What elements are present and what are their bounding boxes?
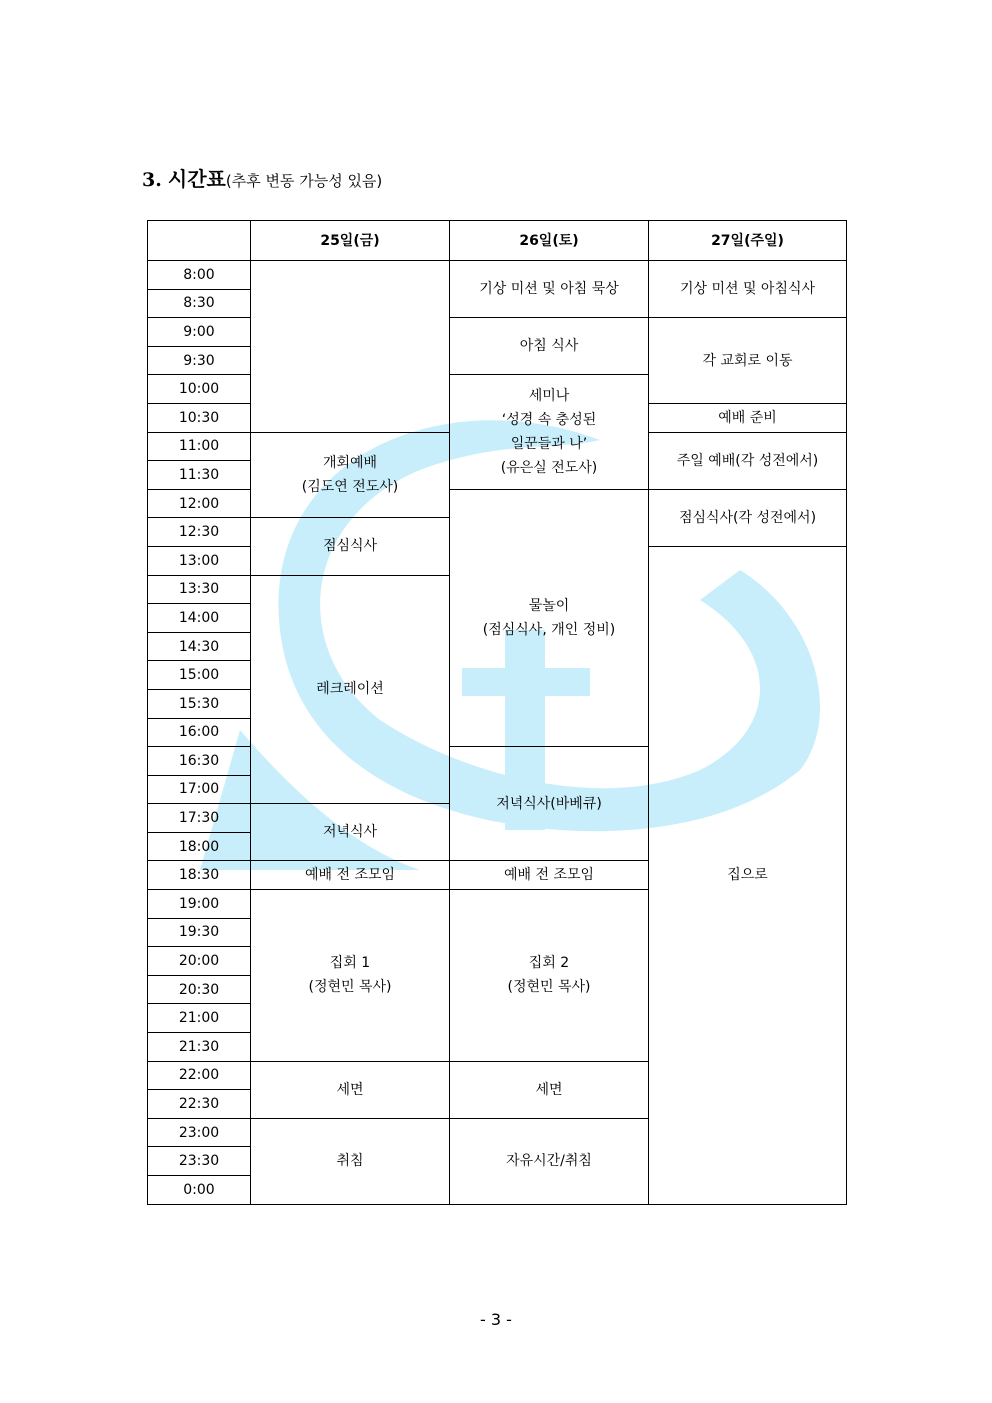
opening-line2: (김도연 전도사) [301,478,399,495]
time-cell: 15:00 [148,661,251,690]
day2-pre-worship: 예배 전 조모임 [450,861,649,890]
day3-lunch: 점심식사(각 성전에서) [649,489,847,546]
water-line1: 물놀이 [528,597,570,614]
day3-move: 각 교회로 이동 [649,318,847,404]
assembly2-line1: 집회 2 [528,955,570,972]
time-cell: 14:30 [148,632,251,661]
time-cell: 0:00 [148,1176,251,1205]
day2-wakeup: 기상 미션 및 아침 묵상 [450,261,649,318]
day2-breakfast: 아침 식사 [450,318,649,375]
section-heading: 시간표 [167,167,226,191]
time-cell: 22:00 [148,1061,251,1090]
time-cell: 23:30 [148,1147,251,1176]
time-cell: 21:30 [148,1033,251,1062]
seminar-line2: ‘성경 속 충성된 [501,412,597,429]
day1-empty [251,261,450,433]
day1-recreation: 레크레이션 [251,575,450,804]
day3-sunday: 주일 예배(각 성전에서) [649,432,847,489]
day1-wash: 세면 [251,1061,450,1118]
time-cell: 11:30 [148,461,251,490]
time-cell: 21:00 [148,1004,251,1033]
assembly1-line1: 집회 1 [329,955,371,972]
time-cell: 22:30 [148,1090,251,1119]
time-cell: 12:00 [148,489,251,518]
time-cell: 23:00 [148,1118,251,1147]
time-cell: 9:00 [148,318,251,347]
time-cell: 14:00 [148,604,251,633]
section-title [142,163,382,192]
day3-prep: 예배 준비 [649,403,847,432]
time-cell: 13:00 [148,546,251,575]
day2-seminar [450,375,649,489]
time-cell: 17:00 [148,775,251,804]
time-cell: 18:30 [148,861,251,890]
time-cell: 12:30 [148,518,251,547]
assembly2-line2: (정현민 목사) [507,979,591,996]
day1-pre-worship: 예배 전 조모임 [251,861,450,890]
time-cell: 20:00 [148,947,251,976]
header-row [148,221,847,261]
assembly1-line2: (정현민 목사) [308,979,392,996]
day1-dinner: 저녁식사 [251,804,450,861]
time-cell: 9:30 [148,346,251,375]
time-cell: 13:30 [148,575,251,604]
header-day1: 25일(금) [251,221,450,261]
header-corner [148,221,251,261]
time-cell: 15:30 [148,689,251,718]
time-cell: 16:00 [148,718,251,747]
water-line2: (점심식사, 개인 정비) [482,621,616,638]
day2-water [450,489,649,746]
section-number: 3. [142,169,162,191]
time-cell: 10:30 [148,403,251,432]
time-cell: 10:00 [148,375,251,404]
time-cell: 20:30 [148,975,251,1004]
seminar-line3: 일꾼들과 나’ [510,436,588,453]
time-cell: 16:30 [148,747,251,776]
time-cell: 18:00 [148,832,251,861]
day3-home: 집으로 [649,546,847,1204]
day2-free: 자유시간/취침 [450,1118,649,1204]
seminar-line1: 세미나 [528,388,570,405]
time-cell: 17:30 [148,804,251,833]
time-cell: 8:30 [148,289,251,318]
header-day3: 27일(주일) [649,221,847,261]
day2-wash: 세면 [450,1061,649,1118]
time-cell: 11:00 [148,432,251,461]
day1-assembly [251,890,450,1062]
table-row [148,261,847,290]
day1-lunch: 점심식사 [251,518,450,575]
time-cell: 19:00 [148,890,251,919]
day3-wakeup: 기상 미션 및 아침식사 [649,261,847,318]
page-number: - 3 - [480,1310,512,1329]
day1-sleep: 취침 [251,1118,450,1204]
time-cell: 19:30 [148,918,251,947]
section-note: (추후 변동 가능성 있음) [225,172,383,190]
schedule-table [147,220,847,1205]
time-cell: 8:00 [148,261,251,290]
header-day2: 26일(토) [450,221,649,261]
day2-assembly [450,890,649,1062]
day2-dinner: 저녁식사(바베큐) [450,747,649,861]
seminar-line4: (유은실 전도사) [500,460,598,477]
opening-line1: 개회예배 [322,454,378,471]
day1-opening [251,432,450,518]
